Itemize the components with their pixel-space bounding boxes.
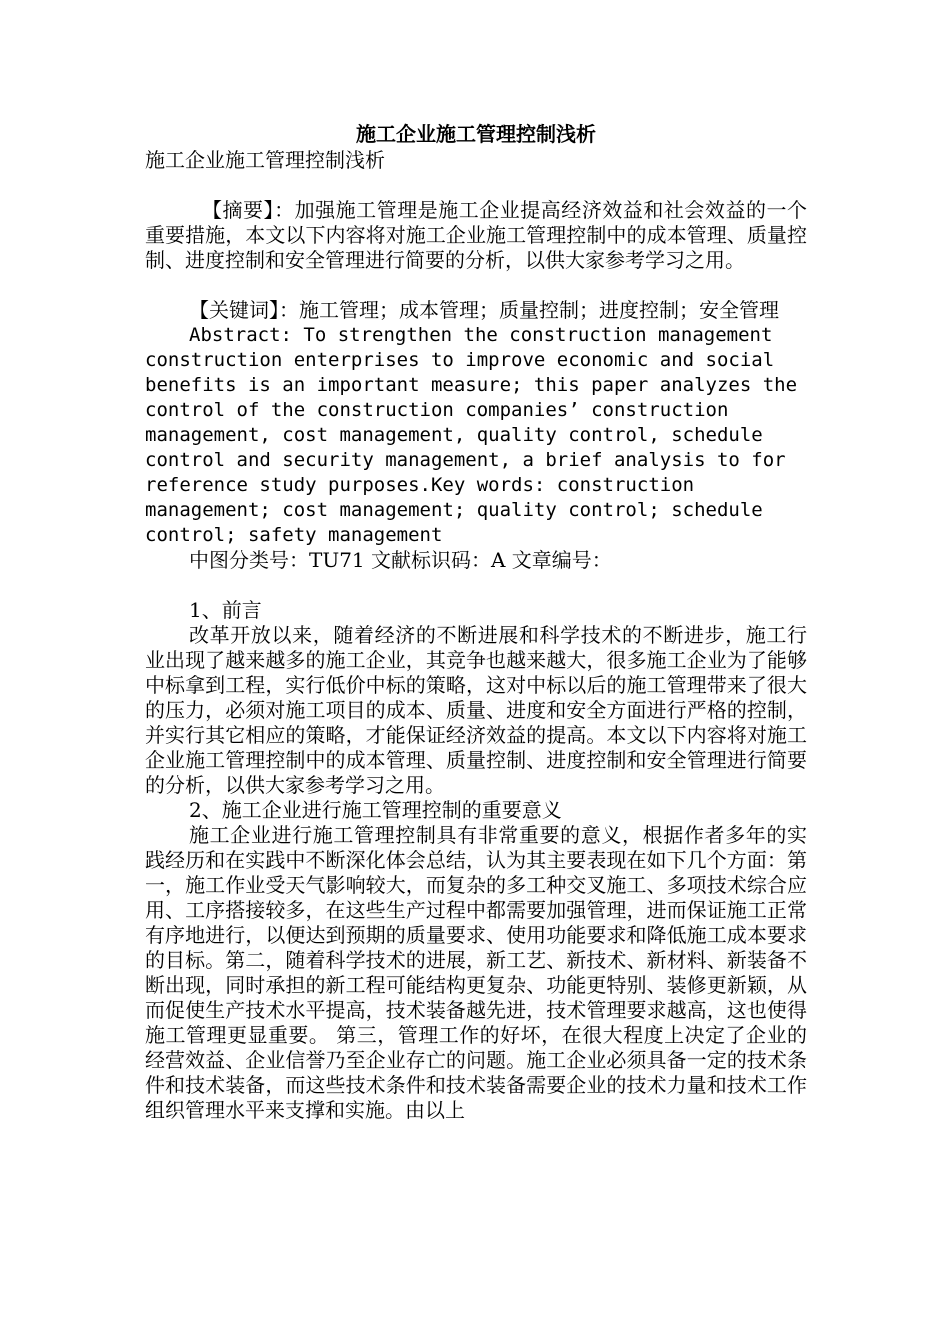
- abstract-chinese: 【摘要】：加强施工管理是施工企业提高经济效益和社会效益的一个重要措施，本文以下内容将对施工企业施工管理控制中的成本管理、质量控制、进度控制和安全管理进行简要的分析，以供大家参考学习之用。: [145, 198, 807, 272]
- spacer: [145, 573, 807, 598]
- section-2-heading: 2、施工企业进行施工管理控制的重要意义: [189, 798, 562, 822]
- document-title: 施工企业施工管理控制浅析: [356, 122, 596, 146]
- section-1-body: 改革开放以来，随着经济的不断进展和科学技术的不断进步，施工行业出现了越来越多的施工企业，其竞争也越来越大，很多施工企业为了能够中标拿到工程，实行低价中标的策略，这对中标以后的施工管理带来了很大的压力，必须对施工项目的成本、质量、进度和安全方面进行严格的控制，并实行其它相应的策略，才能保证经济效益的提高。本文以下内容将对施工企业施工管理控制中的成本管理、质量控制、进度控制和安全管理进行简要的分析，以供大家参考学习之用。: [145, 623, 807, 797]
- section-1-heading: 1、前言: [189, 598, 262, 622]
- classification-line: 中图分类号：TU71 文献标识码：A 文章编号：: [189, 548, 612, 572]
- document-subtitle: 施工企业施工管理控制浅析: [145, 148, 385, 172]
- abstract-english: Abstract: To strengthen the construction management construction enterprises to improve economic and social benefits is an important measure; this paper analyzes the control of the construction companies’ construction management, cost management, quality control, schedule control and security management, a brief analysis to for reference study purposes.Key words: construction management; cost management; quality control; schedule control; safety management: [145, 324, 798, 546]
- spacer: [145, 173, 807, 198]
- spacer: [145, 273, 807, 298]
- keywords-chinese: 【关键词】：施工管理；成本管理；质量控制；进度控制；安全管理: [189, 298, 779, 322]
- document-page: [145, 120, 807, 1123]
- section-2-body: 施工企业进行施工管理控制具有非常重要的意义，根据作者多年的实践经历和在实践中不断深化体会总结，认为其主要表现在如下几个方面：第一，施工作业受天气影响较大，而复杂的多工种交叉施工、多项技术综合应用、工序搭接较多，在这些生产过程中都需要加强管理，进而保证施工正常有序地进行，以便达到预期的质量要求、使用功能要求和降低施工成本要求的目标。第二，随着科学技术的进展，新工艺、新技术、新材料、新装备不断出现，同时承担的新工程可能结构更复杂、功能更特别、装修更新颖，从而促使生产技术水平提高，技术装备越先进，技术管理要求越高，这也使得施工管理更显重要。 第三，管理工作的好坏，在很大程度上决定了企业的经营效益、企业信誉乃至企业存亡的问题。施工企业必须具备一定的技术条件和技术装备，而这些技术条件和技术装备需要企业的技术力量和技术工作组织管理水平来支撑和实施。由以上: [145, 823, 807, 1122]
